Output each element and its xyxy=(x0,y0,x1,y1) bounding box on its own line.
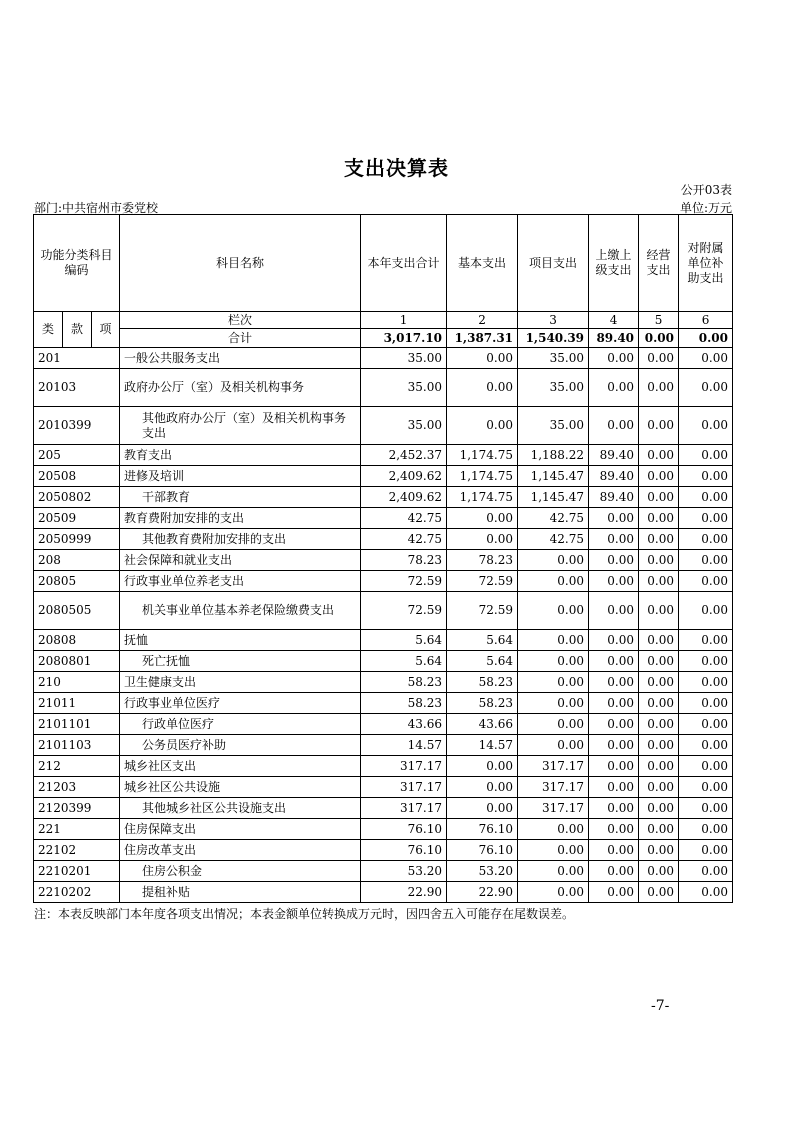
row-value: 0.00 xyxy=(679,571,733,592)
row-value: 0.00 xyxy=(518,714,589,735)
row-code: 210 xyxy=(34,672,120,693)
row-value: 72.59 xyxy=(361,592,447,630)
row-code: 21203 xyxy=(34,777,120,798)
row-value: 0.00 xyxy=(679,487,733,508)
row-value: 2,409.62 xyxy=(361,487,447,508)
table-row xyxy=(34,529,733,550)
row-value: 317.17 xyxy=(361,777,447,798)
header-project: 项目支出 xyxy=(518,215,589,312)
row-value: 0.00 xyxy=(639,861,679,882)
row-name: 一般公共服务支出 xyxy=(120,348,361,369)
row-value: 0.00 xyxy=(679,882,733,903)
row-value: 0.00 xyxy=(679,819,733,840)
row-value: 0.00 xyxy=(679,630,733,651)
row-value: 0.00 xyxy=(518,571,589,592)
table-row xyxy=(34,693,733,714)
row-name: 机关事业单位基本养老保险缴费支出 xyxy=(120,592,361,630)
row-value: 0.00 xyxy=(639,592,679,630)
row-value: 0.00 xyxy=(518,882,589,903)
row-value: 0.00 xyxy=(589,714,639,735)
row-value: 0.00 xyxy=(639,672,679,693)
row-value: 0.00 xyxy=(518,630,589,651)
row-code: 2210202 xyxy=(34,882,120,903)
row-value: 0.00 xyxy=(679,651,733,672)
page-number: -7- xyxy=(651,998,670,1014)
row-value: 0.00 xyxy=(639,466,679,487)
row-code: 2050999 xyxy=(34,529,120,550)
row-code: 2080801 xyxy=(34,651,120,672)
row-value: 317.17 xyxy=(518,777,589,798)
header-kuan: 款 xyxy=(63,312,92,348)
row-value: 0.00 xyxy=(447,508,518,529)
row-value: 76.10 xyxy=(361,840,447,861)
header-lei: 类 xyxy=(34,312,63,348)
header-lanci: 栏次 xyxy=(120,312,361,329)
row-value: 0.00 xyxy=(679,798,733,819)
row-value: 0.00 xyxy=(639,407,679,445)
row-value: 72.59 xyxy=(447,592,518,630)
row-value: 53.20 xyxy=(361,861,447,882)
row-value: 0.00 xyxy=(518,592,589,630)
row-value: 0.00 xyxy=(679,672,733,693)
row-value: 35.00 xyxy=(518,348,589,369)
row-value: 42.75 xyxy=(361,529,447,550)
row-value: 35.00 xyxy=(361,348,447,369)
row-value: 35.00 xyxy=(518,369,589,407)
row-value: 0.00 xyxy=(518,550,589,571)
row-value: 0.00 xyxy=(679,714,733,735)
row-value: 0.00 xyxy=(589,756,639,777)
row-value: 5.64 xyxy=(447,630,518,651)
row-code: 2101101 xyxy=(34,714,120,735)
table-row xyxy=(34,445,733,466)
row-value: 0.00 xyxy=(679,508,733,529)
total-value: 3,017.10 xyxy=(361,329,447,348)
row-name: 其他城乡社区公共设施支出 xyxy=(120,798,361,819)
row-value: 0.00 xyxy=(639,508,679,529)
row-name: 提租补贴 xyxy=(120,882,361,903)
row-value: 0.00 xyxy=(639,714,679,735)
row-value: 0.00 xyxy=(639,630,679,651)
row-value: 0.00 xyxy=(639,693,679,714)
row-value: 76.10 xyxy=(361,819,447,840)
row-value: 0.00 xyxy=(518,651,589,672)
table-row xyxy=(34,714,733,735)
row-value: 0.00 xyxy=(679,348,733,369)
col-num: 2 xyxy=(447,312,518,329)
row-name: 社会保障和就业支出 xyxy=(120,550,361,571)
row-code: 20508 xyxy=(34,466,120,487)
table-row xyxy=(34,882,733,903)
row-code: 2010399 xyxy=(34,407,120,445)
row-value: 0.00 xyxy=(679,550,733,571)
row-code: 2050802 xyxy=(34,487,120,508)
row-value: 35.00 xyxy=(361,369,447,407)
table-row xyxy=(34,735,733,756)
row-name: 教育支出 xyxy=(120,445,361,466)
row-code: 201 xyxy=(34,348,120,369)
row-name: 住房改革支出 xyxy=(120,840,361,861)
total-value: 0.00 xyxy=(679,329,733,348)
row-value: 0.00 xyxy=(589,630,639,651)
row-value: 58.23 xyxy=(361,672,447,693)
table-row xyxy=(34,348,733,369)
table-row xyxy=(34,672,733,693)
row-name: 政府办公厅（室）及相关机构事务 xyxy=(120,369,361,407)
row-value: 58.23 xyxy=(447,693,518,714)
row-value: 0.00 xyxy=(639,487,679,508)
row-value: 0.00 xyxy=(679,592,733,630)
row-value: 0.00 xyxy=(589,693,639,714)
row-value: 43.66 xyxy=(447,714,518,735)
row-value: 58.23 xyxy=(447,672,518,693)
row-value: 0.00 xyxy=(639,798,679,819)
row-value: 0.00 xyxy=(589,407,639,445)
row-value: 0.00 xyxy=(447,369,518,407)
row-value: 317.17 xyxy=(361,756,447,777)
row-name: 行政事业单位医疗 xyxy=(120,693,361,714)
row-name: 教育费附加安排的支出 xyxy=(120,508,361,529)
row-value: 0.00 xyxy=(679,756,733,777)
row-value: 0.00 xyxy=(589,819,639,840)
row-name: 行政单位医疗 xyxy=(120,714,361,735)
row-value: 0.00 xyxy=(589,348,639,369)
row-value: 0.00 xyxy=(639,735,679,756)
row-value: 0.00 xyxy=(589,798,639,819)
row-name: 城乡社区支出 xyxy=(120,756,361,777)
row-value: 0.00 xyxy=(679,466,733,487)
header-row xyxy=(34,215,733,312)
header-name: 科目名称 xyxy=(120,215,361,312)
col-num: 3 xyxy=(518,312,589,329)
row-name: 住房保障支出 xyxy=(120,819,361,840)
row-value: 0.00 xyxy=(589,369,639,407)
row-value: 317.17 xyxy=(361,798,447,819)
row-value: 0.00 xyxy=(589,651,639,672)
row-name: 干部教育 xyxy=(120,487,361,508)
row-value: 5.64 xyxy=(447,651,518,672)
row-value: 0.00 xyxy=(589,571,639,592)
row-code: 212 xyxy=(34,756,120,777)
row-value: 0.00 xyxy=(639,819,679,840)
row-value: 35.00 xyxy=(361,407,447,445)
table-row xyxy=(34,508,733,529)
row-value: 0.00 xyxy=(639,445,679,466)
footnote: 注：本表反映部门本年度各项支出情况；本表金额单位转换成万元时，因四舍五入可能存在尾数误差。 xyxy=(34,907,575,921)
row-value: 2,409.62 xyxy=(361,466,447,487)
row-code: 221 xyxy=(34,819,120,840)
row-code: 2080505 xyxy=(34,592,120,630)
row-value: 0.00 xyxy=(589,882,639,903)
row-value: 0.00 xyxy=(447,529,518,550)
row-value: 78.23 xyxy=(361,550,447,571)
row-name: 城乡社区公共设施 xyxy=(120,777,361,798)
row-code: 20808 xyxy=(34,630,120,651)
row-code: 2120399 xyxy=(34,798,120,819)
row-value: 0.00 xyxy=(589,672,639,693)
row-name: 其他政府办公厅（室）及相关机构事务支出 xyxy=(120,407,361,445)
row-value: 43.66 xyxy=(361,714,447,735)
row-value: 53.20 xyxy=(447,861,518,882)
row-value: 89.40 xyxy=(589,445,639,466)
row-name: 行政事业单位养老支出 xyxy=(120,571,361,592)
row-value: 317.17 xyxy=(518,756,589,777)
header-basic: 基本支出 xyxy=(447,215,518,312)
table-row xyxy=(34,369,733,407)
row-value: 0.00 xyxy=(639,550,679,571)
row-value: 1,145.47 xyxy=(518,487,589,508)
row-name: 抚恤 xyxy=(120,630,361,651)
row-value: 0.00 xyxy=(679,840,733,861)
table-row xyxy=(34,840,733,861)
row-value: 0.00 xyxy=(518,840,589,861)
row-value: 0.00 xyxy=(679,777,733,798)
table-row xyxy=(34,651,733,672)
row-value: 0.00 xyxy=(518,819,589,840)
row-value: 0.00 xyxy=(589,840,639,861)
row-value: 72.59 xyxy=(447,571,518,592)
row-name: 死亡抚恤 xyxy=(120,651,361,672)
row-value: 0.00 xyxy=(639,777,679,798)
table-row xyxy=(34,819,733,840)
form-code: 公开03表 xyxy=(680,183,732,197)
row-value: 22.90 xyxy=(447,882,518,903)
row-value: 0.00 xyxy=(447,348,518,369)
row-value: 2,452.37 xyxy=(361,445,447,466)
row-value: 0.00 xyxy=(639,571,679,592)
table-row xyxy=(34,571,733,592)
header-business: 经营支出 xyxy=(639,215,679,312)
row-name: 卫生健康支出 xyxy=(120,672,361,693)
row-value: 42.75 xyxy=(518,529,589,550)
col-num: 6 xyxy=(679,312,733,329)
row-code: 20805 xyxy=(34,571,120,592)
row-value: 42.75 xyxy=(361,508,447,529)
row-value: 0.00 xyxy=(589,777,639,798)
row-value: 22.90 xyxy=(361,882,447,903)
row-value: 0.00 xyxy=(679,407,733,445)
row-value: 0.00 xyxy=(589,861,639,882)
col-num: 1 xyxy=(361,312,447,329)
row-value: 0.00 xyxy=(639,348,679,369)
row-code: 22102 xyxy=(34,840,120,861)
page-title: 支出决算表 xyxy=(344,156,449,180)
row-value: 1,174.75 xyxy=(447,466,518,487)
row-name: 其他教育费附加安排的支出 xyxy=(120,529,361,550)
row-value: 0.00 xyxy=(639,756,679,777)
row-name: 进修及培训 xyxy=(120,466,361,487)
row-code: 2210201 xyxy=(34,861,120,882)
row-value: 0.00 xyxy=(447,407,518,445)
row-value: 0.00 xyxy=(589,592,639,630)
total-value: 1,387.31 xyxy=(447,329,518,348)
row-value: 58.23 xyxy=(361,693,447,714)
row-value: 0.00 xyxy=(639,840,679,861)
row-value: 0.00 xyxy=(518,735,589,756)
row-name: 公务员医疗补助 xyxy=(120,735,361,756)
row-code: 205 xyxy=(34,445,120,466)
row-value: 42.75 xyxy=(518,508,589,529)
row-value: 1,188.22 xyxy=(518,445,589,466)
row-value: 0.00 xyxy=(447,756,518,777)
row-value: 317.17 xyxy=(518,798,589,819)
row-value: 35.00 xyxy=(518,407,589,445)
row-value: 0.00 xyxy=(518,672,589,693)
row-value: 0.00 xyxy=(589,735,639,756)
row-value: 0.00 xyxy=(679,861,733,882)
header-xiang: 项 xyxy=(92,312,120,348)
col-num: 4 xyxy=(589,312,639,329)
row-value: 14.57 xyxy=(447,735,518,756)
header-subsidy: 对附属单位补助支出 xyxy=(679,215,733,312)
row-value: 0.00 xyxy=(447,777,518,798)
table-row xyxy=(34,756,733,777)
column-number-row xyxy=(34,312,733,329)
department-label: 部门:中共宿州市委党校 xyxy=(34,201,159,215)
row-name: 住房公积金 xyxy=(120,861,361,882)
expenditure-table xyxy=(33,214,733,903)
table-row xyxy=(34,407,733,445)
row-value: 0.00 xyxy=(518,693,589,714)
row-code: 21011 xyxy=(34,693,120,714)
table-row xyxy=(34,466,733,487)
row-value: 76.10 xyxy=(447,840,518,861)
row-code: 20509 xyxy=(34,508,120,529)
total-value: 89.40 xyxy=(589,329,639,348)
row-value: 0.00 xyxy=(639,651,679,672)
table-row xyxy=(34,777,733,798)
row-value: 0.00 xyxy=(447,798,518,819)
total-row xyxy=(34,329,733,348)
table-row xyxy=(34,630,733,651)
row-value: 0.00 xyxy=(589,550,639,571)
row-value: 89.40 xyxy=(589,466,639,487)
row-value: 78.23 xyxy=(447,550,518,571)
row-code: 2101103 xyxy=(34,735,120,756)
row-value: 0.00 xyxy=(679,369,733,407)
row-value: 14.57 xyxy=(361,735,447,756)
row-value: 1,174.75 xyxy=(447,445,518,466)
table-row xyxy=(34,861,733,882)
total-value: 1,540.39 xyxy=(518,329,589,348)
row-value: 0.00 xyxy=(679,445,733,466)
row-value: 72.59 xyxy=(361,571,447,592)
row-value: 0.00 xyxy=(589,529,639,550)
row-value: 89.40 xyxy=(589,487,639,508)
table-row xyxy=(34,487,733,508)
row-value: 0.00 xyxy=(639,369,679,407)
header-func-code: 功能分类科目编码 xyxy=(34,215,120,312)
table-row xyxy=(34,550,733,571)
table-row xyxy=(34,798,733,819)
total-value: 0.00 xyxy=(639,329,679,348)
row-code: 208 xyxy=(34,550,120,571)
row-value: 0.00 xyxy=(639,882,679,903)
row-value: 0.00 xyxy=(589,508,639,529)
table-row xyxy=(34,592,733,630)
row-value: 5.64 xyxy=(361,630,447,651)
unit-label: 单位:万元 xyxy=(679,201,732,215)
row-value: 5.64 xyxy=(361,651,447,672)
row-value: 0.00 xyxy=(518,861,589,882)
row-value: 1,174.75 xyxy=(447,487,518,508)
header-upper: 上缴上级支出 xyxy=(589,215,639,312)
row-value: 0.00 xyxy=(679,529,733,550)
col-num: 5 xyxy=(639,312,679,329)
header-total: 本年支出合计 xyxy=(361,215,447,312)
row-value: 0.00 xyxy=(679,735,733,756)
total-label: 合计 xyxy=(120,329,361,348)
row-value: 76.10 xyxy=(447,819,518,840)
row-value: 1,145.47 xyxy=(518,466,589,487)
row-value: 0.00 xyxy=(639,529,679,550)
row-code: 20103 xyxy=(34,369,120,407)
row-value: 0.00 xyxy=(679,693,733,714)
